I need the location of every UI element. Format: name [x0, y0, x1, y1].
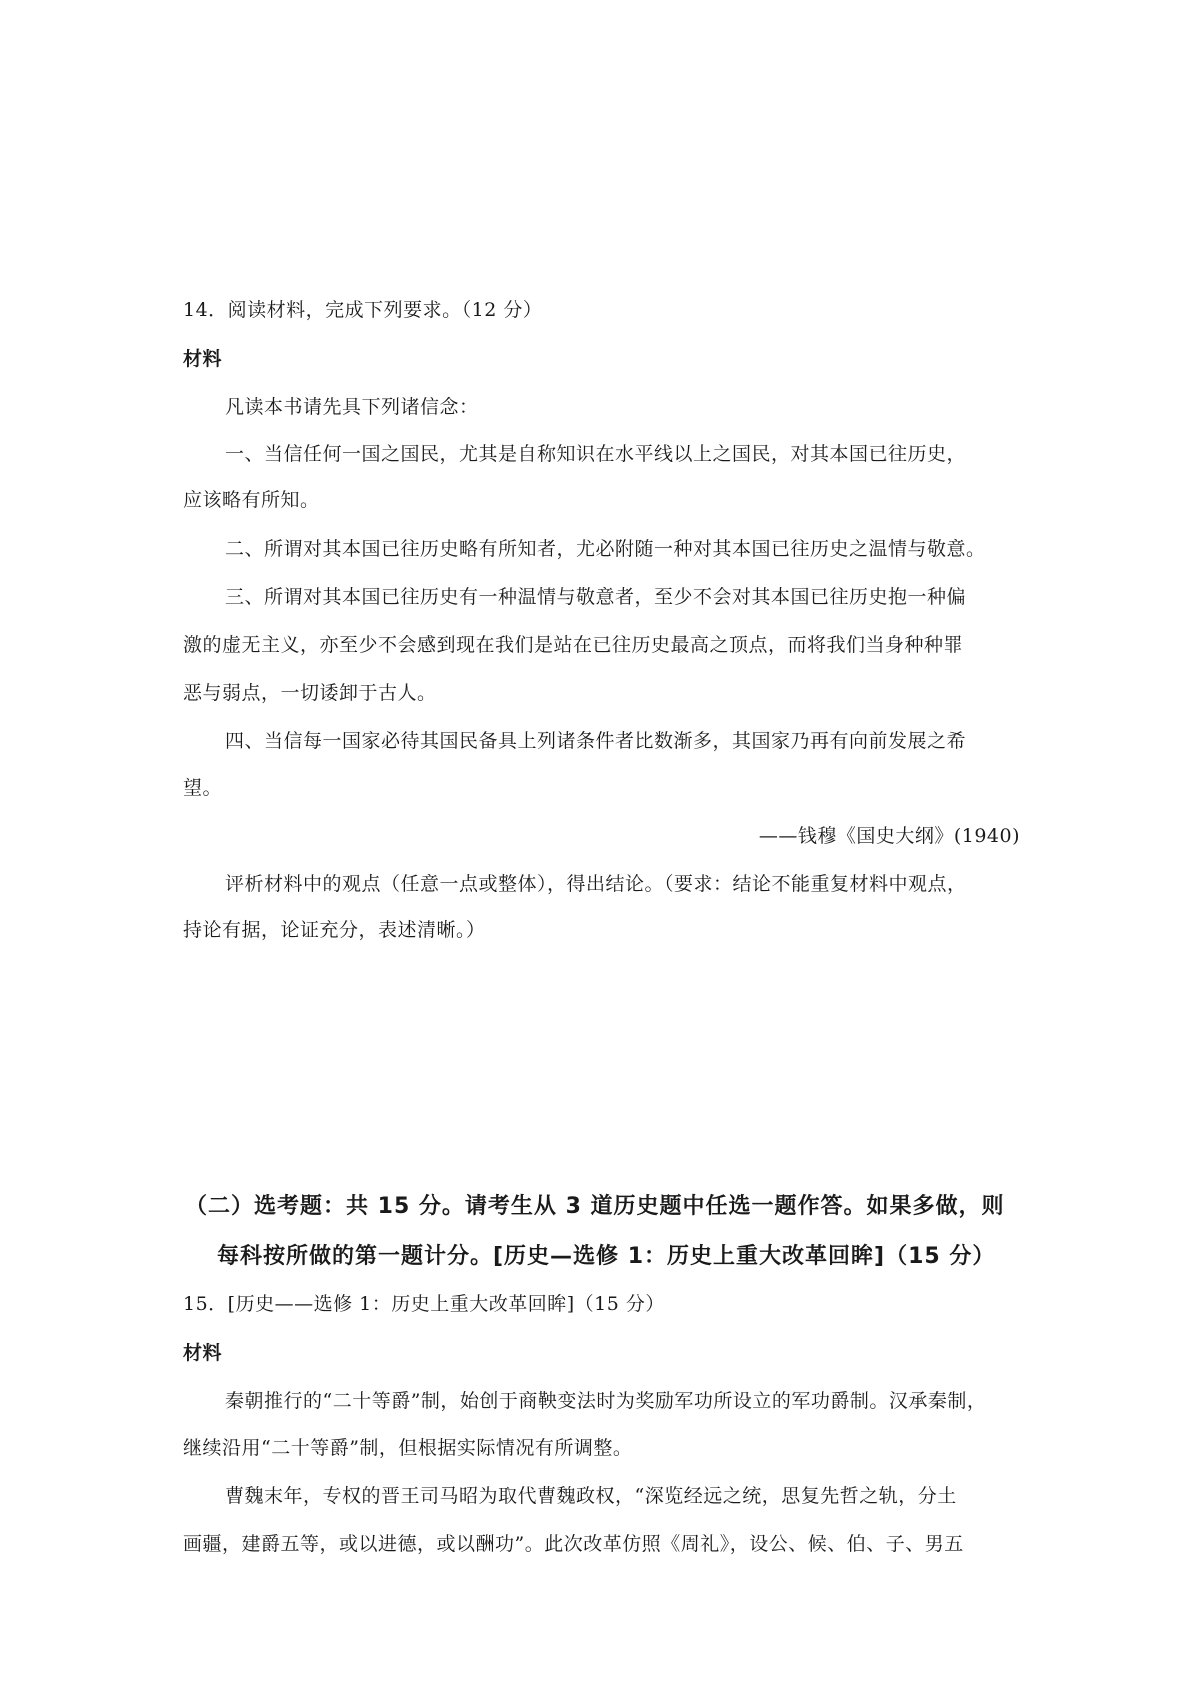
q15-para2-line1: 曹魏末年，专权的晋王司马昭为取代曹魏政权，“深览经远之统，思复先哲之轨，分土	[225, 1485, 957, 1507]
q15-para1-line1: 秦朝推行的“二十等爵”制，始创于商鞅变法时为奖励军功所设立的军功爵制。汉承秦制，	[225, 1390, 987, 1412]
section2-heading-line2: 每科按所做的第一题计分。[历史—选修 1：历史上重大改革回眸]（15 分）	[217, 1244, 996, 1269]
q14-material-label: 材料	[183, 348, 223, 370]
q15-material-label: 材料	[183, 1342, 223, 1364]
section2-heading-line1: （二）选考题：共 15 分。请考生从 3 道历史题中任选一题作答。如果多做，则	[185, 1194, 1005, 1219]
q14-para4-line1: 四、当信每一国家必待其国民备具上列诸条件者比数渐多，其国家乃再有向前发展之希	[225, 730, 967, 752]
q14-para3-line1: 三、所谓对其本国已往历史有一种温情与敬意者，至少不会对其本国已往历史抱一种偏	[225, 586, 967, 608]
q14-source: ——钱穆《国史大纲》(1940)	[758, 825, 1020, 847]
q14-para2: 二、所谓对其本国已往历史略有所知者，尤必附随一种对其本国已往历史之温情与敬意。	[225, 538, 986, 560]
q15-title: 15．[历史——选修 1：历史上重大改革回眸]（15 分）	[183, 1293, 665, 1315]
q14-title: 14．阅读材料，完成下列要求。（12 分）	[183, 299, 543, 321]
q14-para3-line2: 激的虚无主义，亦至少不会感到现在我们是站在已往历史最高之顶点，而将我们当身种种罪	[183, 634, 964, 656]
q14-task-line1: 评析材料中的观点（任意一点或整体），得出结论。（要求：结论不能重复材料中观点，	[225, 873, 967, 895]
q14-intro: 凡读本书请先具下列诸信念：	[225, 396, 479, 418]
q15-para1-line2: 继续沿用“二十等爵”制，但根据实际情况有所调整。	[183, 1437, 633, 1459]
q15-para2-line2: 画疆，建爵五等，或以进德，或以酬功”。此次改革仿照《周礼》，设公、候、伯、子、男五	[183, 1533, 964, 1555]
q14-para4-line2: 望。	[183, 777, 223, 799]
q14-para3-line3: 恶与弱点，一切诿卸于古人。	[183, 682, 437, 704]
q14-task-line2: 持论有据，论证充分，表述清晰。）	[183, 919, 486, 941]
q14-para1-line1: 一、当信任何一国之国民，尤其是自称知识在水平线以上之国民，对其本国已往历史，	[225, 443, 967, 465]
q14-para1-line2: 应该略有所知。	[183, 489, 320, 511]
